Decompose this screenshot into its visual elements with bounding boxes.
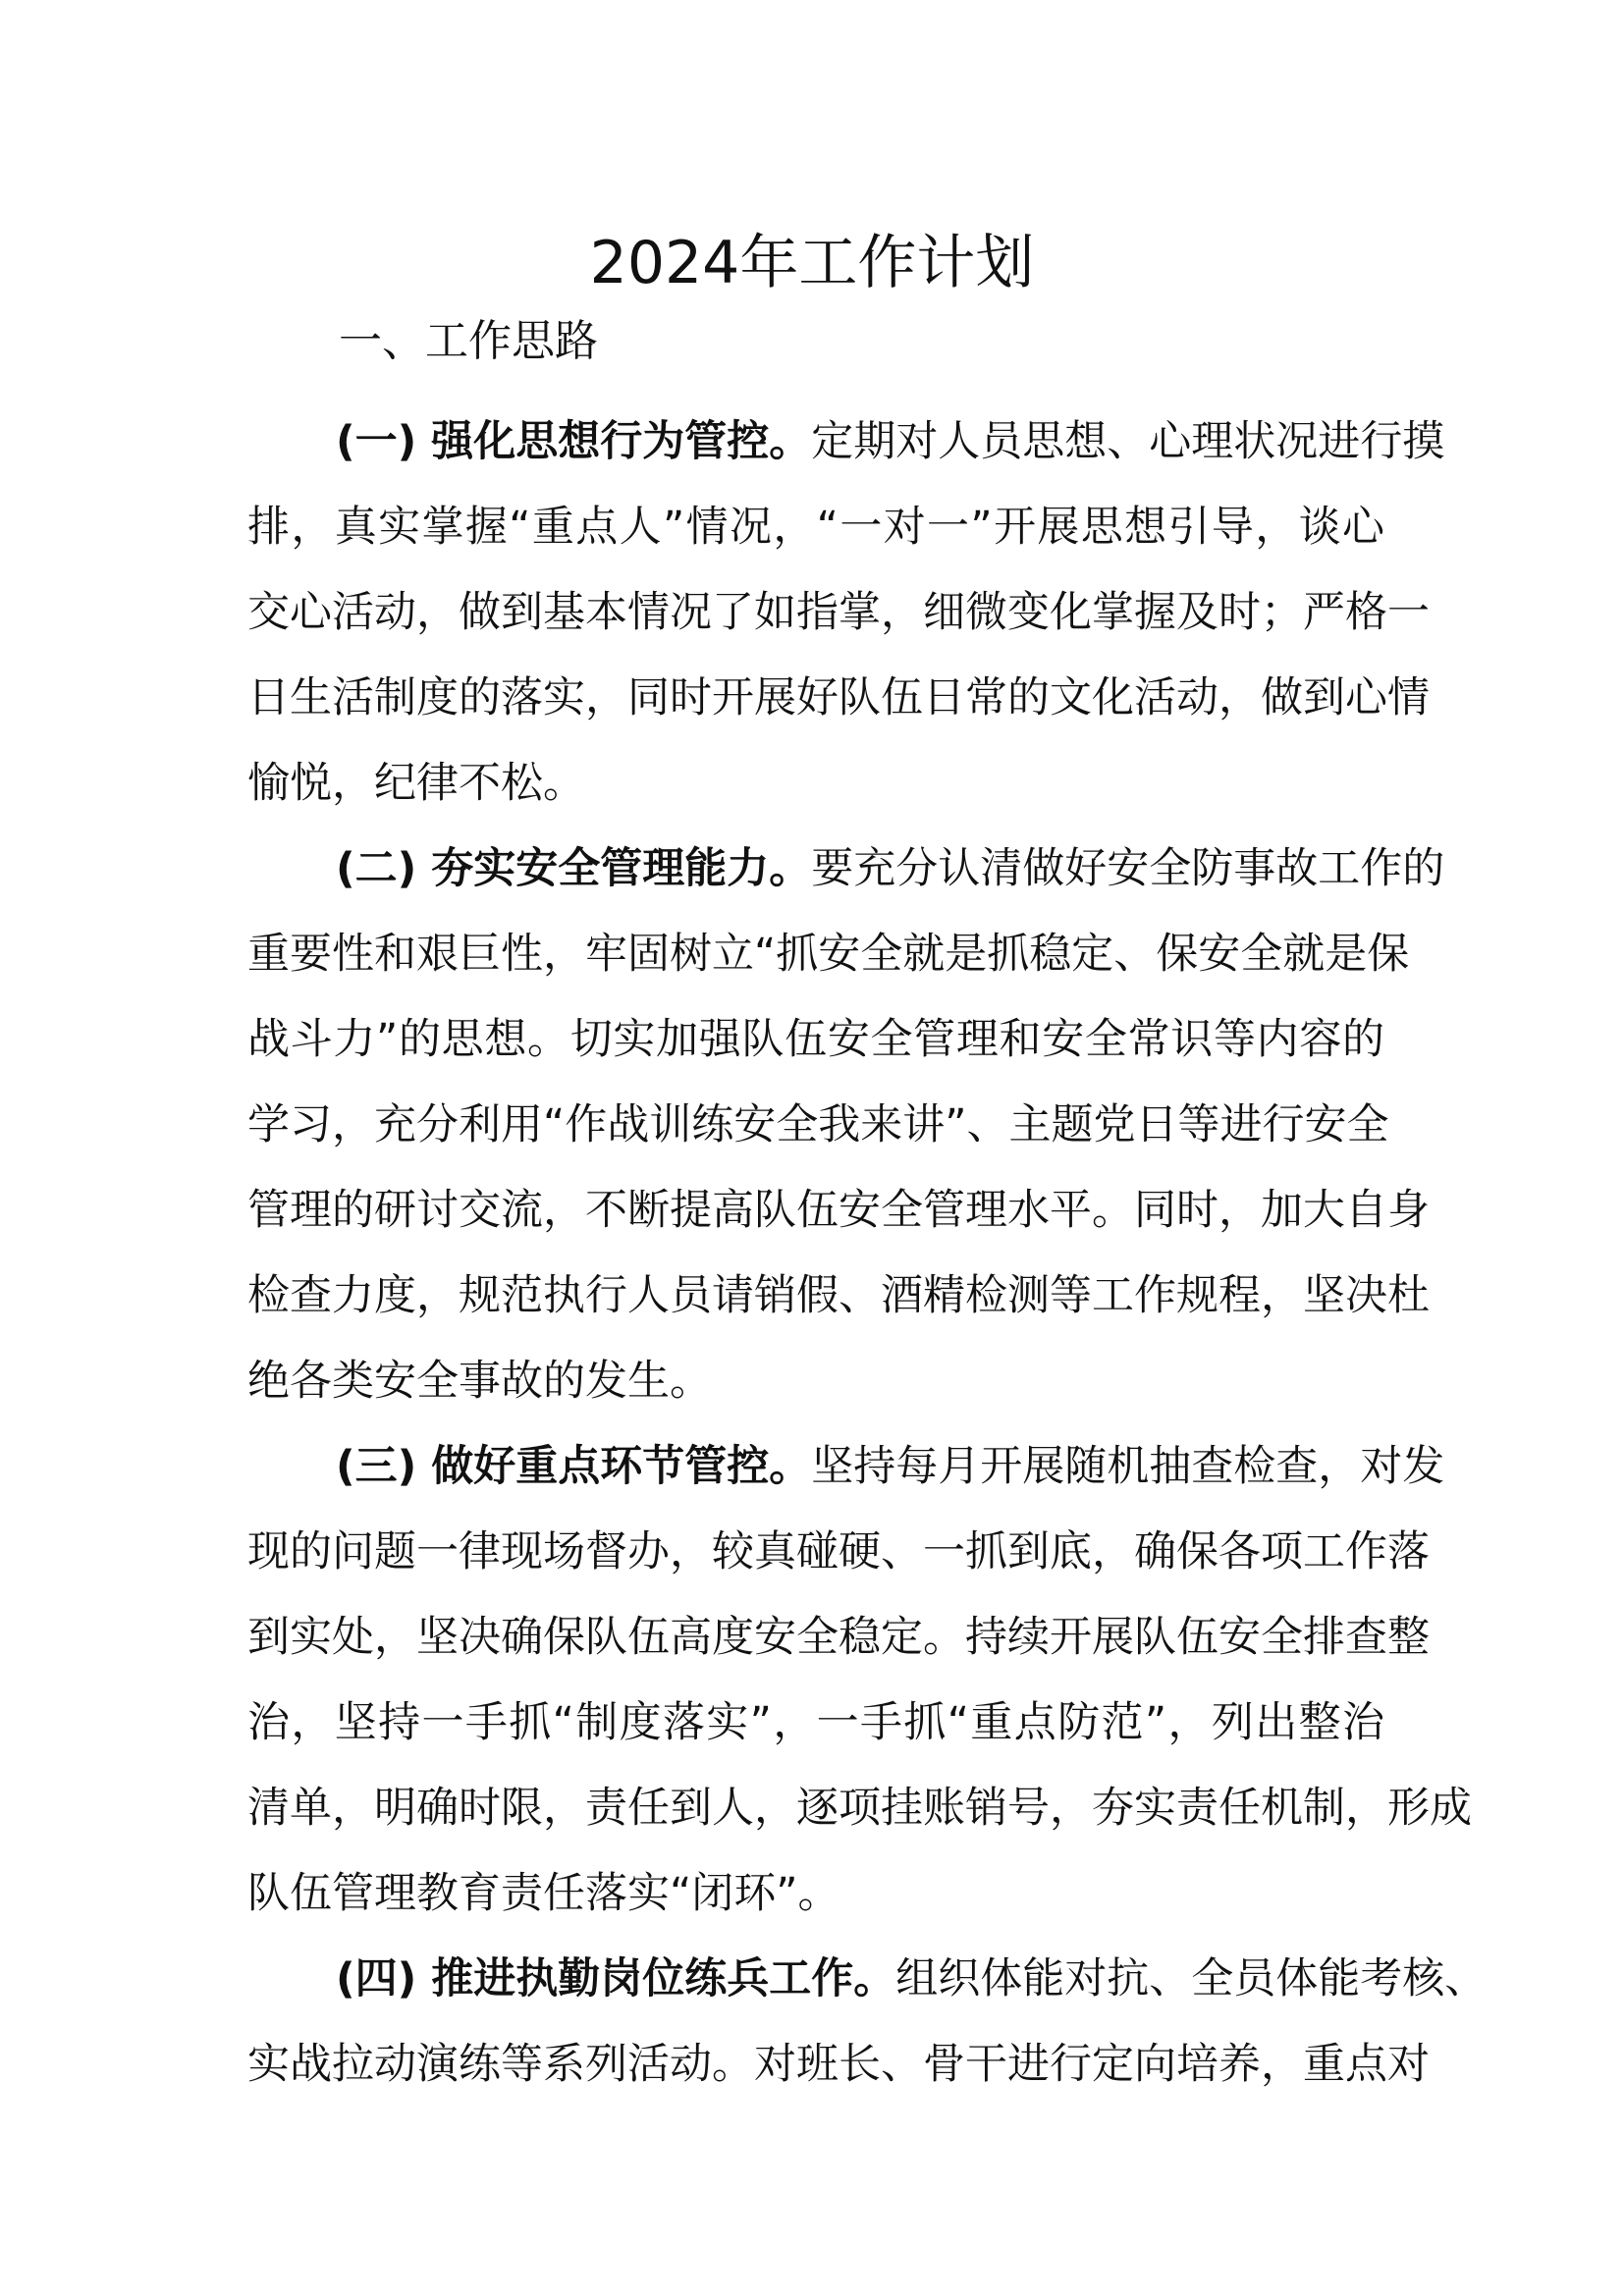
paragraph bbox=[247, 1937, 1488, 2108]
paragraph-line: 绝各类安全事故的发生。 bbox=[247, 1357, 712, 1406]
paragraph-line: 重要性和艰巨性，牢固树立“抓安全就是抓稳定、保安全就是保 bbox=[247, 930, 1410, 979]
paragraph-text: 定期对人员思想、心理状况进行摸 bbox=[811, 417, 1445, 466]
paragraph-line: 清单，明确时限，责任到人，逐项挂账销号，夯实责任机制，形成 bbox=[247, 1784, 1472, 1833]
paragraph-line: 学习，充分利用“作战训练安全我来讲”、主题党日等进行安全 bbox=[247, 1100, 1389, 1149]
paragraph bbox=[247, 1424, 1472, 1937]
document-title: 2024年工作计划 bbox=[589, 229, 1035, 297]
paragraph-lead: (四) 推进执勤岗位练兵工作。 bbox=[336, 1954, 896, 2003]
paragraph-line bbox=[247, 1424, 1445, 1510]
paragraph-lead: (二) 夯实安全管理能力。 bbox=[336, 844, 812, 893]
paragraph-line: 愉悦，纪律不松。 bbox=[247, 759, 585, 808]
paragraph-line: 交心活动，做到基本情况了如指掌，细微变化掌握及时；严格一 bbox=[247, 588, 1430, 637]
paragraph-line bbox=[247, 400, 1445, 485]
paragraph-line: 到实处，坚决确保队伍高度安全稳定。持续开展队伍安全排查整 bbox=[247, 1613, 1430, 1662]
paragraph-line bbox=[247, 827, 1445, 912]
paragraph-line: 排，真实掌握“重点人”情况，“一对一”开展思想引导，谈心 bbox=[247, 503, 1384, 552]
paragraph-line: 战斗力”的思想。切实加强队伍安全管理和安全常识等内容的 bbox=[247, 1015, 1384, 1064]
paragraph-line bbox=[247, 1937, 1488, 2022]
paragraph-line: 管理的研讨交流，不断提高队伍安全管理水平。同时，加大自身 bbox=[247, 1186, 1430, 1235]
paragraph bbox=[247, 827, 1445, 1424]
paragraph bbox=[247, 400, 1445, 827]
paragraph-line: 现的问题一律现场督办，较真碰硬、一抓到底，确保各项工作落 bbox=[247, 1527, 1430, 1576]
paragraph-line: 实战拉动演练等系列活动。对班长、骨干进行定向培养，重点对 bbox=[247, 2040, 1430, 2089]
paragraph-line: 日生活制度的落实，同时开展好队伍日常的文化活动，做到心情 bbox=[247, 673, 1430, 722]
paragraph-text: 要充分认清做好安全防事故工作的 bbox=[811, 844, 1445, 893]
paragraph-text: 坚持每月开展随机抽查检查，对发 bbox=[811, 1442, 1445, 1491]
paragraph-line: 检查力度，规范执行人员请销假、酒精检测等工作规程，坚决杜 bbox=[247, 1271, 1430, 1320]
paragraph-line: 队伍管理教育责任落实“闭环”。 bbox=[247, 1869, 840, 1918]
paragraph-lead: (三) 做好重点环节管控。 bbox=[336, 1442, 812, 1491]
paragraph-line: 治，坚持一手抓“制度落实”，一手抓“重点防范”，列出整治 bbox=[247, 1698, 1384, 1747]
paragraph-lead: (一) 强化思想行为管控。 bbox=[336, 417, 812, 466]
section-heading: 一、工作思路 bbox=[339, 316, 598, 366]
paragraph-text: 组织体能对抗、全员体能考核、 bbox=[895, 1954, 1488, 2003]
document-body bbox=[247, 400, 1488, 2108]
